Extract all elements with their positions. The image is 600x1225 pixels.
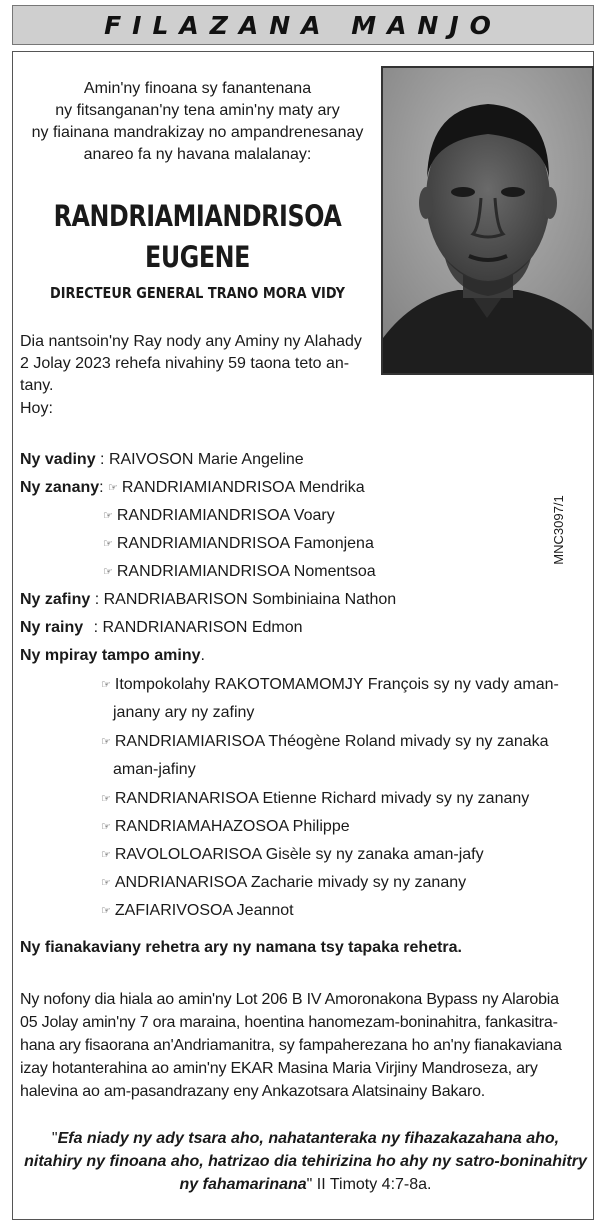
intro-text [20,78,375,166]
list-item [103,534,374,554]
list-item [101,671,591,727]
zanany-name: RANDRIAMIANDRISOA Voary [116,507,335,524]
announcement-line: Dia nantsoin'ny Ray nody any Aminy ny Alahady [20,333,362,350]
vadiny-name: : RAIVOSON Marie Angeline [100,451,304,468]
deceased-role: DIRECTEUR GENERAL TRANO MORA VIDY [50,284,345,302]
list-item [101,869,591,897]
zanany-name: RANDRIAMIANDRISOA Mendrika [121,479,365,496]
rainy-label: Ny rainy [20,619,84,636]
pointing-hand-icon: ☞ [101,905,111,917]
details-line: halevina ao am-pasandrazany eny Ankazotsara Alatsinainy Bakaro. [20,1083,486,1100]
mpiray-line: RANDRIAMAHAZOSOA Philippe [114,818,350,835]
pointing-hand-icon: ☞ [101,877,111,889]
pointing-hand-icon: ☞ [103,510,113,522]
mpiray-line-cont: aman-jafiny [113,761,196,778]
closing-line: Ny fianakaviany rehetra ary ny namana tsy tapaka rehetra. [20,939,462,956]
quote-line: ny fahamarinana" II Timoty 4:7-8a. [179,1176,432,1193]
mpiray-label: Ny mpiray tampo aminy [20,647,201,664]
notice-title: FILAZANA MANJO [104,10,502,40]
details-line: Ny nofony dia hiala ao amin'ny Lot 206 B IV Amoronakona Bypass ny Alarobia [20,991,559,1008]
deceased-name [52,196,343,278]
pointing-hand-icon: ☞ [101,821,111,833]
list-item [103,506,335,526]
intro-line: Amin'ny finoana sy fanantenana [83,80,312,97]
list-item [101,841,591,869]
vadiny-label: Ny vadiny [20,451,96,468]
zanany-label: Ny zanany [20,479,100,496]
period: . [200,647,205,664]
list-item [101,813,591,841]
family-rainy [20,618,303,638]
colon: : [99,479,109,496]
intro-line: anareo fa ny havana malalanay: [83,146,312,163]
deceased-firstname: EUGENE [144,240,251,274]
quote-text: ny fahamarinana [179,1176,307,1193]
details-line: izay hotanterahina ao amin'ny EKAR Masina Maria Virjiny Mandroseza, ary [20,1060,538,1077]
list-item [101,785,591,813]
death-announcement [20,331,380,397]
pointing-hand-icon: ☞ [101,736,111,748]
family-vadiny [20,450,304,470]
hoy-label: Hoy: [20,400,53,417]
reference-code: MNC3097/1 [551,495,566,565]
mpiray-line: RANDRIAMIARISOA Théogène Roland mivady sy ny zanaka [114,733,549,750]
pointing-hand-icon: ☞ [108,482,118,494]
list-item [101,897,591,925]
list-item [101,728,591,784]
intro-line: ny fiainana mandrakizay no ampandrenesanay [31,124,364,141]
bible-quote [20,1127,591,1196]
pointing-hand-icon: ☞ [103,538,113,550]
notice-header [12,5,594,45]
zanany-name: RANDRIAMIANDRISOA Famonjena [116,535,374,552]
family-mpiray [20,646,205,666]
family-zanany [20,478,365,498]
pointing-hand-icon: ☞ [103,566,113,578]
portrait-photo [381,66,594,375]
zafiny-label: Ny zafiny [20,591,91,608]
mpiray-line: ANDRIANARISOA Zacharie mivady sy ny zanany [114,874,467,891]
quote-text: Efa niady ny ady tsara aho, nahatanteraka ny fihazakazahana aho, [57,1130,560,1147]
mpiray-line: Itompokolahy RAKOTOMAMOMJY François sy ny vady aman- [114,676,559,693]
pointing-hand-icon: ☞ [101,793,111,805]
quote-line: "Efa niady ny ady tsara aho, nahatanteraka ny fihazakazahana aho, [51,1130,560,1147]
funeral-details [20,988,591,1103]
deceased-surname: RANDRIAMIANDRISOA [53,199,342,233]
quote-text: nitahiry ny finoana aho, hatrizao dia tehirizina ho ahy ny satro-boninahitry [24,1153,587,1170]
pointing-hand-icon: ☞ [101,679,111,691]
rainy-name: : RANDRIANARISON Edmon [93,619,303,636]
mpiray-line-cont: janany ary ny zafiny [113,704,255,721]
intro-line: ny fitsanganan'ny tena amin'ny maty ary [55,102,340,119]
announcement-line: 2 Jolay 2023 rehefa nivahiny 59 taona teto an-tany. [20,355,350,394]
portrait-illustration [383,68,592,373]
mpiray-line: RANDRIANARISOA Etienne Richard mivady sy ny zanany [114,790,530,807]
details-line: hana ary fisaorana an'Andriamanitra, sy fampaherezana ho an'ny fianakaviana [20,1037,562,1054]
quote-line [20,1150,591,1173]
mpiray-line: RAVOLOLOARISOA Gisèle sy ny zanaka aman-jafy [114,846,484,863]
family-zafiny [20,590,396,610]
list-item [103,562,376,582]
details-line: 05 Jolay amin'ny 7 ora maraina, hoentina hanomezam-boninahitra, fankasitra- [20,1014,558,1031]
pointing-hand-icon: ☞ [101,849,111,861]
quote-reference: II Timoty 4:7-8a. [316,1176,432,1193]
zafiny-name: : RANDRIABARISON Sombiniaina Nathon [94,591,397,608]
mpiray-line: ZAFIARIVOSOA Jeannot [114,902,294,919]
zanany-name: RANDRIAMIANDRISOA Nomentsoa [116,563,376,580]
